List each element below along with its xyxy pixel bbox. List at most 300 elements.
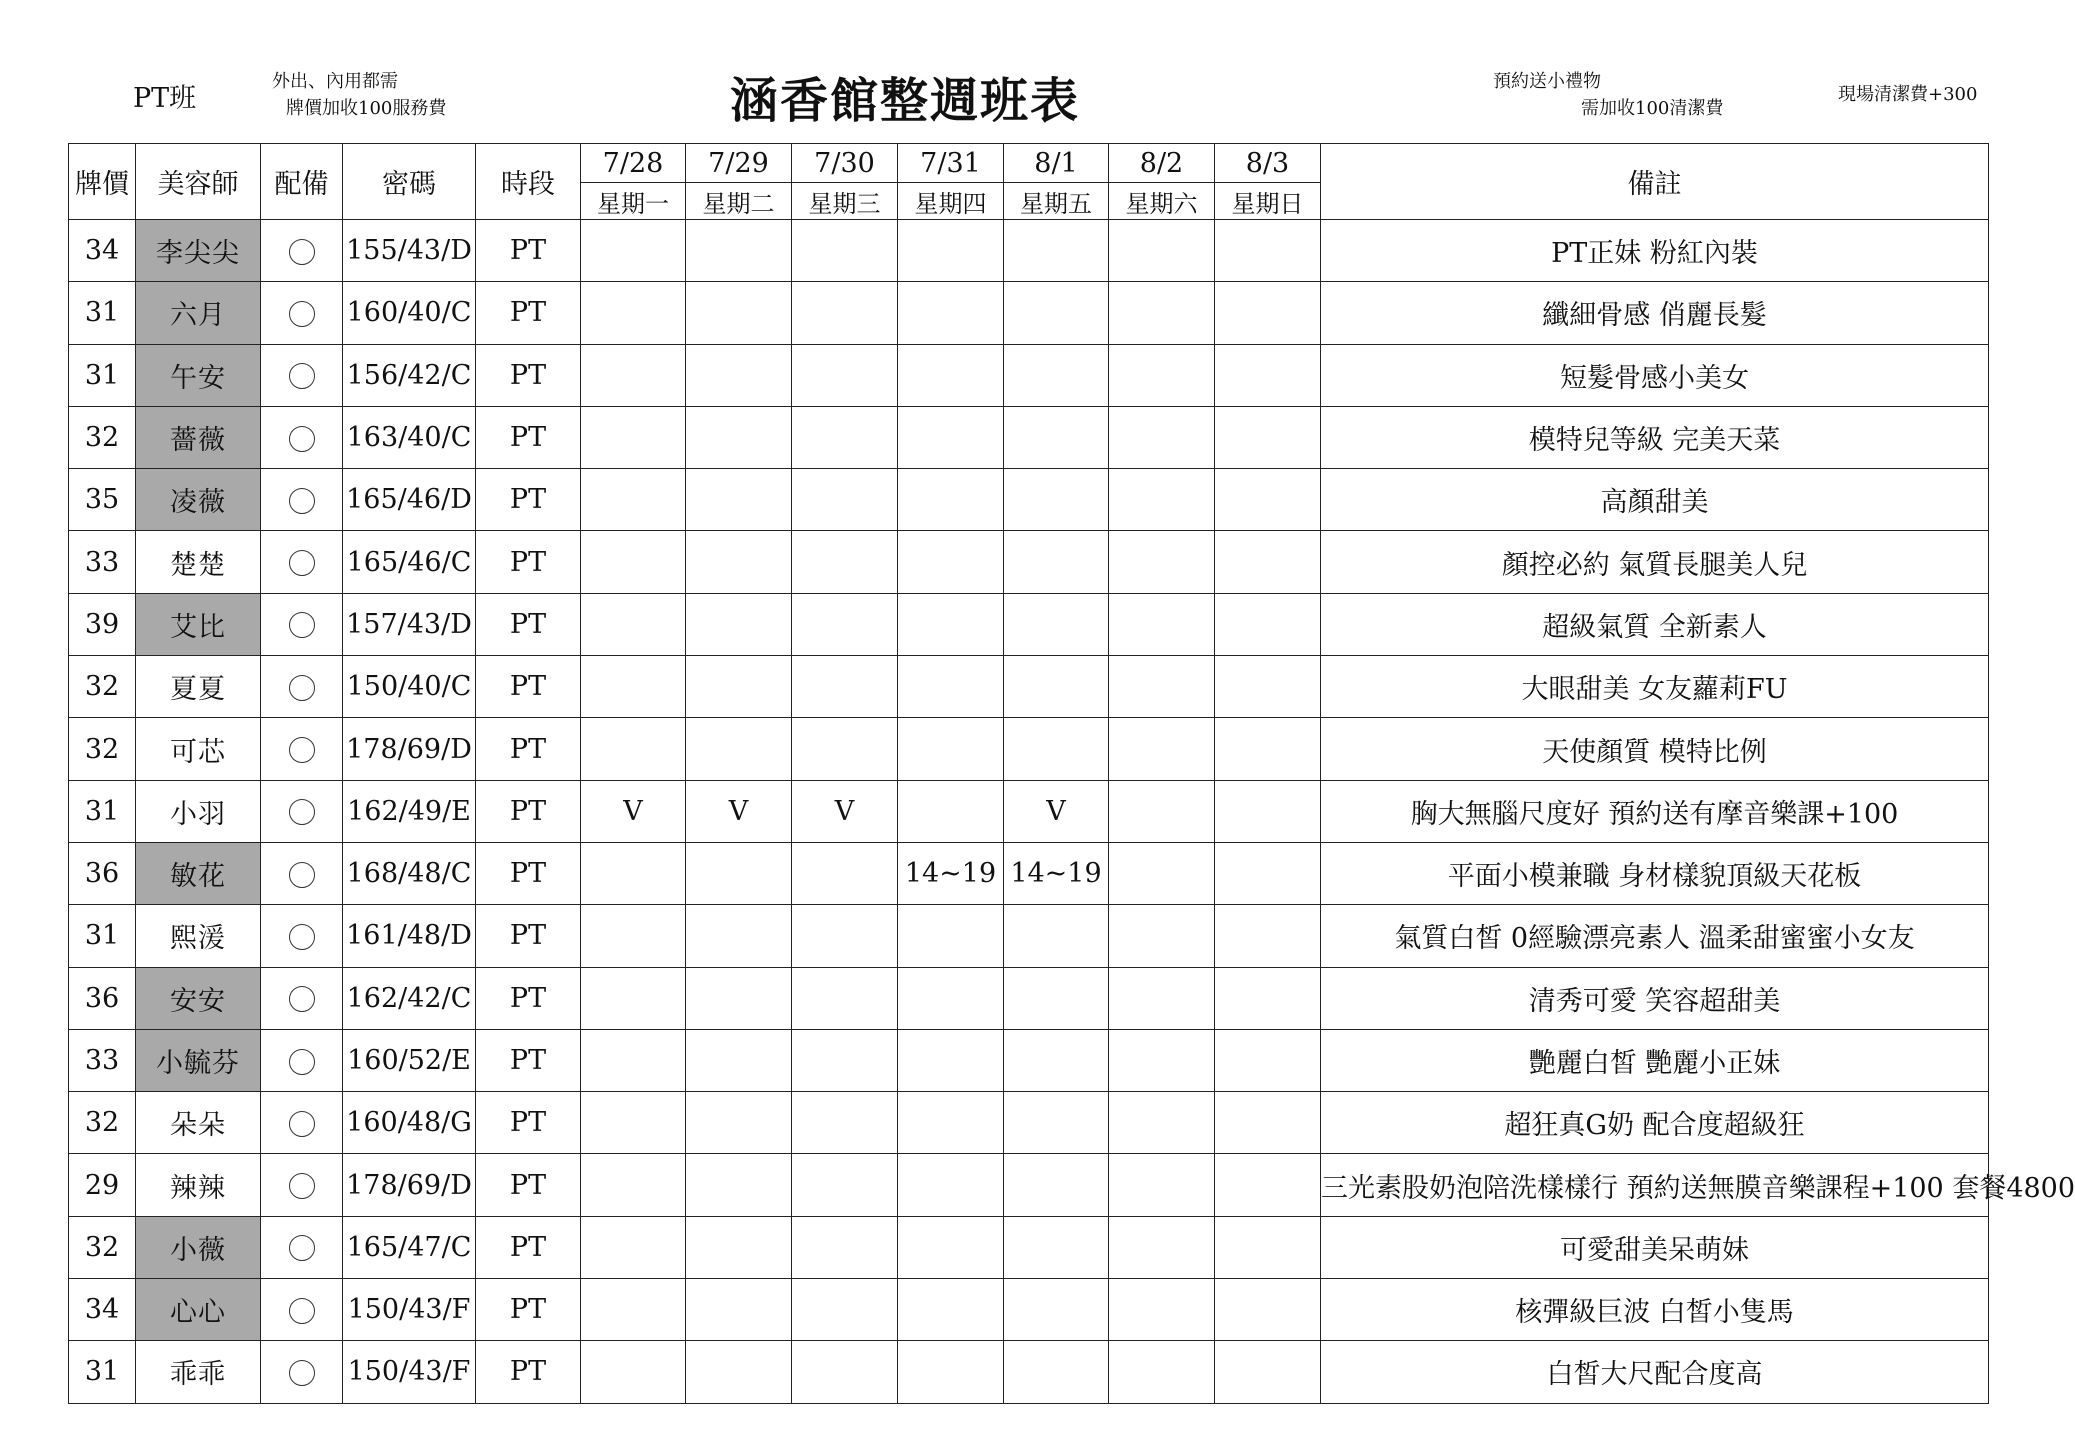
stylist-name-cell: 朵朵 [136,1092,261,1154]
slot-cell: PT [476,406,581,468]
day-cell [792,1216,898,1278]
day-cell [898,1154,1004,1216]
slot-cell: PT [476,1092,581,1154]
day-cell [792,905,898,967]
day-cell [581,842,686,904]
circle-icon [289,986,315,1012]
day-cell [581,1092,686,1154]
day-cell [898,220,1004,282]
day-cell [1109,1279,1215,1341]
price-cell: 31 [69,1341,136,1403]
day-cell: 14~19 [898,842,1004,904]
day-cell: V [686,780,792,842]
table-row [69,842,1989,904]
stylist-name-cell: 敏花 [136,842,261,904]
note-cell: 大眼甜美 女友蘿莉FU [1321,656,1989,718]
day-cell [1109,718,1215,780]
day-cell [1109,1029,1215,1091]
equip-cell [261,1092,343,1154]
stylist-name-cell: 熙湲 [136,905,261,967]
equip-cell [261,905,343,967]
table-row [69,780,1989,842]
day-cell [1004,282,1109,344]
day-cell [1215,656,1321,718]
day-cell [792,1279,898,1341]
note-cell: 胸大無腦尺度好 預約送有摩音樂課+100 [1321,780,1989,842]
weekday-header: 星期四 [898,183,1004,220]
equip-cell [261,593,343,655]
note-cell: 三光素股奶泡陪洗樣樣行 預約送無膜音樂課程+100 套餐4800 [1321,1154,1989,1216]
day-cell [1215,220,1321,282]
stylist-name-cell: 李尖尖 [136,220,261,282]
code-cell: 161/48/D [343,905,476,967]
day-cell [1109,905,1215,967]
equip-cell [261,842,343,904]
price-cell: 35 [69,469,136,531]
table-row [69,1216,1989,1278]
circle-icon [289,239,315,265]
equip-cell [261,656,343,718]
code-cell: 168/48/C [343,842,476,904]
table-row [69,1154,1989,1216]
day-cell [792,469,898,531]
price-cell: 31 [69,780,136,842]
equip-cell [261,282,343,344]
day-cell [1215,1154,1321,1216]
slot-cell: PT [476,282,581,344]
slot-cell: PT [476,780,581,842]
slot-cell: PT [476,718,581,780]
day-cell [1215,1279,1321,1341]
note-cell: 顏控必約 氣質長腿美人兒 [1321,531,1989,593]
code-cell: 157/43/D [343,593,476,655]
day-cell [581,469,686,531]
price-cell: 29 [69,1154,136,1216]
price-cell: 31 [69,344,136,406]
code-cell: 160/48/G [343,1092,476,1154]
day-cell [686,718,792,780]
note-cell: 可愛甜美呆萌妹 [1321,1216,1989,1278]
day-cell [1109,1216,1215,1278]
code-cell: 162/42/C [343,967,476,1029]
stylist-name-cell: 午安 [136,344,261,406]
day-cell [1109,344,1215,406]
day-cell [898,469,1004,531]
price-cell: 34 [69,220,136,282]
service-fee-note [272,68,446,122]
stylist-name-cell: 六月 [136,282,261,344]
day-cell [1109,780,1215,842]
day-cell [1109,406,1215,468]
note-cell: 超狂真G奶 配合度超級狂 [1321,1092,1989,1154]
stylist-name-cell: 可芯 [136,718,261,780]
slot-cell: PT [476,1029,581,1091]
equip-cell [261,967,343,1029]
code-cell: 162/49/E [343,780,476,842]
equip-cell [261,406,343,468]
note-cell: 氣質白皙 0經驗漂亮素人 溫柔甜蜜蜜小女友 [1321,905,1989,967]
stylist-name-cell: 薔薇 [136,406,261,468]
stylist-name-cell: 楚楚 [136,531,261,593]
price-cell: 32 [69,718,136,780]
day-cell [898,656,1004,718]
day-cell [686,1092,792,1154]
equip-cell [261,1154,343,1216]
stylist-name-cell: 安安 [136,967,261,1029]
code-cell: 178/69/D [343,1154,476,1216]
day-cell [898,1216,1004,1278]
day-cell [898,406,1004,468]
table-row [69,406,1989,468]
price-cell: 39 [69,593,136,655]
price-cell: 34 [69,1279,136,1341]
day-cell [581,967,686,1029]
note-cell: 白皙大尺配合度高 [1321,1341,1989,1403]
price-cell: 36 [69,842,136,904]
equip-cell [261,1341,343,1403]
day-cell [898,1029,1004,1091]
day-cell [1109,1341,1215,1403]
circle-icon [289,924,315,950]
day-cell [1004,220,1109,282]
stylist-name-cell: 小薇 [136,1216,261,1278]
day-cell [581,718,686,780]
day-cell [898,967,1004,1029]
note-cell: 天使顏質 模特比例 [1321,718,1989,780]
code-cell: 165/46/D [343,469,476,531]
note-cell: 艷麗白皙 艷麗小正妹 [1321,1029,1989,1091]
day-cell [686,1029,792,1091]
code-cell: 155/43/D [343,220,476,282]
day-cell [1004,905,1109,967]
day-cell [686,282,792,344]
price-cell: 31 [69,282,136,344]
day-cell [686,469,792,531]
day-cell [1004,469,1109,531]
table-row [69,531,1989,593]
day-cell [898,1341,1004,1403]
table-row [69,344,1989,406]
table-row [69,593,1989,655]
day-cell [581,1341,686,1403]
slot-cell: PT [476,220,581,282]
weekday-header: 星期一 [581,183,686,220]
slot-cell: PT [476,842,581,904]
slot-cell: PT [476,593,581,655]
day-cell [792,967,898,1029]
price-cell: 33 [69,1029,136,1091]
day-cell: 14~19 [1004,842,1109,904]
equip-cell [261,344,343,406]
day-cell [581,656,686,718]
stylist-name-cell: 小羽 [136,780,261,842]
note-cell: 纖細骨感 俏麗長髮 [1321,282,1989,344]
day-cell [581,344,686,406]
code-cell: 156/42/C [343,344,476,406]
day-cell [792,282,898,344]
day-cell [1004,406,1109,468]
day-cell [581,1279,686,1341]
day-cell [581,1216,686,1278]
day-cell [686,1279,792,1341]
price-cell: 32 [69,656,136,718]
weekday-header: 星期五 [1004,183,1109,220]
day-cell [1004,1279,1109,1341]
circle-icon [289,488,315,514]
slot-cell: PT [476,344,581,406]
service-fee-note-line1: 外出、內用都需 [272,71,398,92]
day-cell [1004,1092,1109,1154]
day-cell [1109,593,1215,655]
table-row [69,220,1989,282]
day-cell: V [581,780,686,842]
equip-cell [261,469,343,531]
day-cell [898,282,1004,344]
slot-cell: PT [476,905,581,967]
col-header-slot: 時段 [476,144,581,220]
code-cell: 150/40/C [343,656,476,718]
weekday-header: 星期日 [1215,183,1321,220]
day-cell [581,406,686,468]
circle-icon [289,1235,315,1261]
day-cell [898,718,1004,780]
equip-cell [261,1279,343,1341]
day-cell [898,593,1004,655]
cleaning-fee-note [1493,68,1723,122]
equip-cell [261,1029,343,1091]
day-cell [1109,531,1215,593]
day-cell [1004,718,1109,780]
table-row [69,656,1989,718]
day-cell [686,905,792,967]
table-row [69,1279,1989,1341]
day-cell: V [792,780,898,842]
stylist-name-cell: 夏夏 [136,656,261,718]
day-cell [581,531,686,593]
day-cell [686,967,792,1029]
day-cell [1215,593,1321,655]
day-cell [1004,967,1109,1029]
circle-icon [289,1298,315,1324]
col-header-code: 密碼 [343,144,476,220]
schedule-rows [69,220,2075,1404]
date-header: 8/2 [1109,144,1215,183]
table-row [69,1029,1989,1091]
note-cell: PT正妹 粉紅內裝 [1321,220,1989,282]
day-cell [686,1216,792,1278]
day-cell [1004,1216,1109,1278]
table-row [69,282,1989,344]
day-cell [792,531,898,593]
day-cell [686,344,792,406]
circle-icon [289,550,315,576]
day-cell [1004,531,1109,593]
price-cell: 32 [69,406,136,468]
equip-cell [261,780,343,842]
day-cell [1109,220,1215,282]
day-cell [1004,1029,1109,1091]
circle-icon [289,426,315,452]
date-header: 7/28 [581,144,686,183]
day-cell [1109,469,1215,531]
day-cell [1215,1216,1321,1278]
slot-cell: PT [476,469,581,531]
code-cell: 150/43/F [343,1279,476,1341]
header-row-dates [69,144,1989,183]
day-cell [792,656,898,718]
price-cell: 31 [69,905,136,967]
day-cell [792,593,898,655]
day-cell [898,531,1004,593]
class-label: PT班 [133,83,197,114]
day-cell [1109,967,1215,1029]
day-cell [1004,344,1109,406]
day-cell [581,1029,686,1091]
cleaning-fee-note-line1: 預約送小禮物 [1493,71,1601,92]
day-cell [898,1279,1004,1341]
day-cell [1215,406,1321,468]
day-cell [792,1092,898,1154]
day-cell [1215,718,1321,780]
weekly-schedule-table [68,143,2075,1404]
day-cell [792,842,898,904]
note-cell: 清秀可愛 笑容超甜美 [1321,967,1989,1029]
cleaning-fee-note-line2: 需加收100清潔費 [1581,98,1724,119]
date-header: 7/30 [792,144,898,183]
day-cell [581,1154,686,1216]
day-cell [581,282,686,344]
day-cell [1215,1092,1321,1154]
day-cell [1109,282,1215,344]
day-cell [1109,842,1215,904]
price-cell: 32 [69,1216,136,1278]
note-cell: 核彈級巨波 白皙小隻馬 [1321,1279,1989,1341]
circle-icon [289,612,315,638]
circle-icon [289,675,315,701]
onsite-cleaning-note: 現場清潔費+300 [1838,84,1978,105]
day-cell [1109,1092,1215,1154]
slot-cell: PT [476,531,581,593]
col-header-stylist: 美容師 [136,144,261,220]
slot-cell: PT [476,967,581,1029]
equip-cell [261,1216,343,1278]
stylist-name-cell: 小毓芬 [136,1029,261,1091]
day-cell [686,593,792,655]
day-cell [792,1029,898,1091]
date-header: 7/29 [686,144,792,183]
weekday-header: 星期三 [792,183,898,220]
note-cell: 平面小模兼職 身材樣貌頂級天花板 [1321,842,1989,904]
slot-cell: PT [476,1279,581,1341]
equip-cell [261,531,343,593]
day-cell [898,780,1004,842]
day-cell [686,531,792,593]
circle-icon [289,1173,315,1199]
page-title: 涵香館整週班表 [730,73,1081,129]
stylist-name-cell: 辣辣 [136,1154,261,1216]
day-cell [1215,282,1321,344]
circle-icon [289,1049,315,1075]
service-fee-note-line2: 牌價加收100服務費 [286,98,447,119]
day-cell [1004,593,1109,655]
day-cell [1004,656,1109,718]
stylist-name-cell: 心心 [136,1279,261,1341]
price-cell: 33 [69,531,136,593]
day-cell [1215,905,1321,967]
table-row [69,1341,1989,1403]
circle-icon [289,363,315,389]
table-row [69,905,1989,967]
day-cell [686,220,792,282]
circle-icon [289,1360,315,1386]
day-cell [1109,1154,1215,1216]
day-cell [686,842,792,904]
code-cell: 165/46/C [343,531,476,593]
day-cell [1215,780,1321,842]
code-cell: 163/40/C [343,406,476,468]
col-header-price: 牌價 [69,144,136,220]
day-cell [1004,1154,1109,1216]
code-cell: 160/52/E [343,1029,476,1091]
day-cell [898,344,1004,406]
day-cell [686,406,792,468]
day-cell [686,1341,792,1403]
circle-icon [289,301,315,327]
day-cell [581,905,686,967]
day-cell [792,406,898,468]
note-cell: 模特兒等級 完美天菜 [1321,406,1989,468]
day-cell [792,344,898,406]
code-cell: 165/47/C [343,1216,476,1278]
table-row [69,1092,1989,1154]
day-cell [792,1154,898,1216]
day-cell [686,656,792,718]
day-cell [792,220,898,282]
circle-icon [289,862,315,888]
slot-cell: PT [476,1216,581,1278]
day-cell [1215,344,1321,406]
price-cell: 32 [69,1092,136,1154]
day-cell [1215,469,1321,531]
stylist-name-cell: 乖乖 [136,1341,261,1403]
day-cell [581,220,686,282]
stylist-name-cell: 凌薇 [136,469,261,531]
date-header: 8/1 [1004,144,1109,183]
price-cell: 36 [69,967,136,1029]
table-row [69,469,1989,531]
day-cell [1215,1341,1321,1403]
slot-cell: PT [476,1154,581,1216]
day-cell [1004,1341,1109,1403]
note-cell: 超級氣質 全新素人 [1321,593,1989,655]
col-header-notes: 備註 [1321,144,1989,220]
day-cell [1109,656,1215,718]
code-cell: 150/43/F [343,1341,476,1403]
day-cell [1215,531,1321,593]
table-row [69,718,1989,780]
day-cell: V [1004,780,1109,842]
day-cell [1215,1029,1321,1091]
equip-cell [261,718,343,780]
day-cell [1215,842,1321,904]
weekday-header: 星期六 [1109,183,1215,220]
col-header-equip: 配備 [261,144,343,220]
day-cell [1215,967,1321,1029]
day-cell [792,718,898,780]
day-cell [898,1092,1004,1154]
equip-cell [261,220,343,282]
date-header: 8/3 [1215,144,1321,183]
